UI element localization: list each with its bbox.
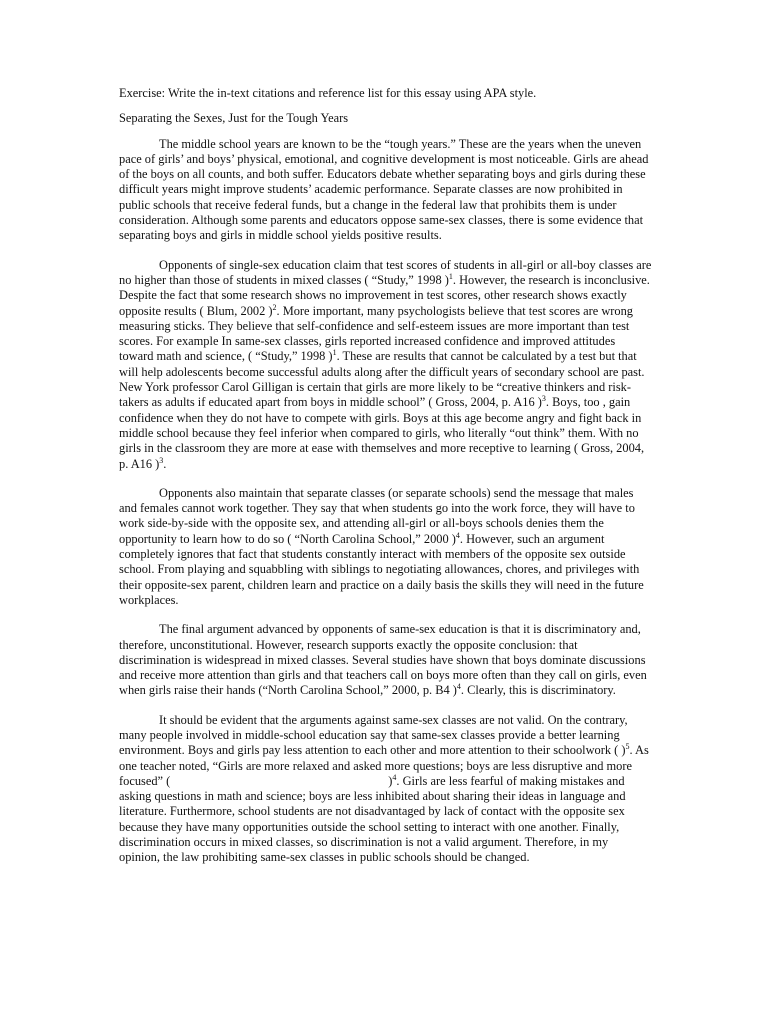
- paragraph-text: Opponents of single-sex education claim that test scores of students in all-girl or all-boy classes are no higher than those of students in mixed classes ( “Study,” 1998 ): [119, 257, 652, 287]
- essay-title: Separating the Sexes, Just for the Tough Years: [119, 111, 349, 126]
- paragraph-text: . However, the research is inconclusive. Despite the fact that some research shows no improvement in test scores, other research shows exactly opposite results ( Blum, 2002 ): [119, 272, 650, 318]
- paragraph-discrimination: [119, 622, 652, 698]
- footnote-marker: 4: [392, 772, 397, 782]
- paragraph-text: . However, such an argument completely ignores that fact that students constantly interact with members of the opposite sex outside school. From playing and squabbling with siblings to negotiating allowances, chores, and privileges with their opposite-sex parent, children learn and practice on a daily basis the skills they will need in the future workplaces.: [119, 531, 644, 607]
- paragraph-text: Opponents also maintain that separate classes (or separate schools) send the message that males and females cannot work together. They say that when students go into the work force, they will have to work side-by-side with the opposite sex, and attending all-girl or all-boys schools denies them the opportunity to learn how to do so ( “North Carolina School,” 2000 ): [119, 485, 635, 546]
- paragraph-text: ): [388, 773, 393, 788]
- footnote-marker: 1: [332, 348, 337, 358]
- paragraph-text: . As one teacher noted, “Girls are more relaxed and asked more questions; boys are less disruptive and more focused” (: [119, 743, 649, 788]
- paragraph-text: The final argument advanced by opponents of same-sex education is that it is discriminatory and, therefore, unconstitutional. However, research supports exactly the opposite conclusion: that discrimination is widespread in mixed classes. Several studies have shown that boys dominate discussions and receive more attention than girls and that teachers call on boys more often than they call on girls, even when girls raise their hands (“North Carolina School,” 2000, p. B4 ): [119, 622, 647, 698]
- paragraph-conclusion: [119, 713, 652, 866]
- paragraph-text: . Clearly, this is discriminatory.: [460, 683, 616, 698]
- footnote-marker: 5: [625, 742, 630, 752]
- paragraph-text: It should be evident that the arguments against same-sex classes are not valid. On the contrary, many people involved in middle-school education say that same-sex classes provide a better learning environment. Boys and girls pay less attention to each other and more attention to their schoolwork ( ): [119, 712, 628, 758]
- paragraph-work-together: [119, 486, 652, 608]
- paragraph-introduction: The middle school years are known to be the “tough years.” These are the years when the uneven pace of girls’ and boys’ physical, emotional, and cognitive development is most noticeable. Girls are ahead of the boys on all counts, and both suffer. Educators debate whether separating boys and girls during these difficult years might improve students’ academic performance. Separate classes are now prohibited in public schools that receive federal funds, but a change in the federal law that prohibits them is under consideration. Although some parents and educators oppose same-sex classes, there is some evidence that separating boys and girls in middle school yields positive results.: [119, 136, 649, 243]
- footnote-marker: 3: [159, 455, 164, 465]
- paragraph-test-scores: [119, 258, 652, 472]
- footnote-marker: 4: [455, 530, 460, 540]
- exercise-instructions: Exercise: Write the in-text citations and reference list for this essay using APA style.: [119, 86, 537, 100]
- paragraph-text: . More important, many psychologists believe that test scores are wrong measuring sticks. They believe that self-confidence and self-esteem issues are more important than test scores. For example In same-sex classes, girls reported increased confidence and improved attitudes toward math and science, ( “Study,” 1998 ): [119, 303, 633, 364]
- paragraph-text: .: [163, 456, 167, 471]
- footnote-marker: 3: [541, 394, 546, 404]
- paragraph-text: . Boys, too , gain confidence when they do not have to compete with girls. Boys at this age become angry and fight back in middle school because they feel inferior when compared to girls, who literally “out think” them. With no girls in the classroom they are more at ease with themselves and more receptive to learning ( Gross, 2004, p. A16 ): [119, 395, 645, 471]
- paragraph-text: . These are results that cannot be calculated by a test but that will help adolescents become successful adults along after the difficult years of secondary school are past. New York professor Carol Gilligan is certain that girls are more likely to be “creative thinkers and risk-takers as adults if educated apart from boys in middle school” ( Gross, 2004, p. A16 ): [119, 349, 645, 410]
- paragraph-text: . Girls are less fearful of making mistakes and asking questions in math and science; boys are less inhibited about sharing their ideas in language and literature. Furthermore, school students are not disadvantaged by lack of contact with the opposite sex because they have many opportunities outside the school setting to interact with one another. Finally, discrimination occurs in mixed classes, so discrimination is not a valid argument. Therefore, in my opinion, the law prohibiting same-sex classes in public schools should be changed.: [119, 773, 626, 865]
- footnote-marker: 1: [448, 271, 453, 281]
- footnote-marker: 2: [272, 302, 277, 312]
- footnote-marker: 4: [456, 682, 461, 692]
